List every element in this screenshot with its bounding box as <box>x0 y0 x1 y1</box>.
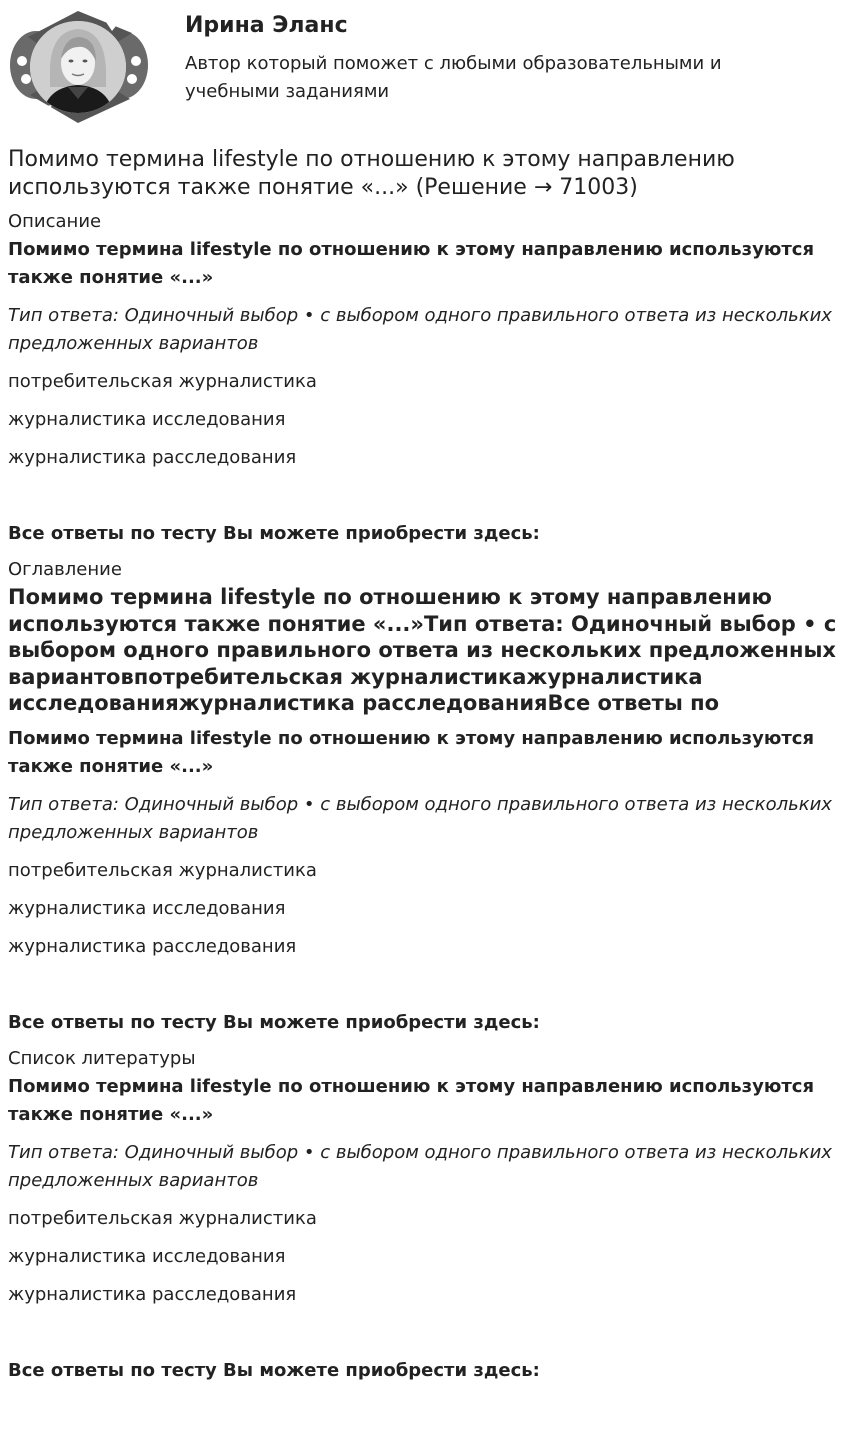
answer-option: потребительская журналистика <box>8 859 317 881</box>
answer-option: журналистика исследования <box>8 409 286 430</box>
answer-option: потребительская журналистика <box>8 1207 317 1229</box>
answer-option: потребительская журналистика <box>8 371 317 392</box>
toc-heading: Помимо термина lifestyle по отношению к этому направлению используются также понятие «...»Тип ответа: Одиночный выбор • с выбором одного правильного ответа из нескольких предложенных вариантовпотребительская журналистикажурналистика исследованияжурналистика расследованияВсе ответы по <box>8 585 837 715</box>
question-text: Помимо термина lifestyle по отношению к этому направлению используются также понятие «...» <box>8 727 815 777</box>
section-label-toc: Оглавление <box>8 559 122 580</box>
toc-section <box>8 558 840 1037</box>
answer-type: Тип ответа: Одиночный выбор • с выбором одного правильного ответа из нескольких предложенных вариантов <box>8 793 832 843</box>
answer-type: Тип ответа: Одиночный выбор • с выбором одного правильного ответа из нескольких предложенных вариантов <box>8 1141 832 1191</box>
author-header <box>0 0 847 130</box>
answer-option: журналистика расследования <box>8 1283 297 1305</box>
buy-answers-text: Все ответы по тесту Вы можете приобрести здесь: <box>8 1359 540 1381</box>
author-avatar <box>8 7 150 125</box>
answer-option: журналистика расследования <box>8 935 297 957</box>
buy-answers-text: Все ответы по тесту Вы можете приобрести здесь: <box>8 523 540 544</box>
answer-type: Тип ответа: Одиночный выбор • с выбором одного правильного ответа из нескольких предложенных вариантов <box>8 305 832 354</box>
author-name: Ирина Эланс <box>185 13 348 38</box>
main-content <box>8 146 840 1395</box>
description-section <box>8 210 840 548</box>
answer-option: журналистика исследования <box>8 897 286 919</box>
answer-option: журналистика исследования <box>8 1245 286 1267</box>
author-bio: Автор который поможет с любыми образовательными и учебными заданиями <box>185 53 722 102</box>
answer-option: журналистика расследования <box>8 447 297 468</box>
section-label-description: Описание <box>8 211 102 232</box>
section-label-bibliography: Список литературы <box>8 1047 196 1069</box>
bibliography-section <box>8 1047 840 1385</box>
page-title: Помимо термина lifestyle по отношению к этому направлению используются также понятие «...» (Решение → 71003) <box>8 147 735 200</box>
question-text: Помимо термина lifestyle по отношению к этому направлению используются также понятие «...» <box>8 239 815 288</box>
question-text: Помимо термина lifestyle по отношению к этому направлению используются также понятие «...» <box>8 1075 815 1125</box>
buy-answers-text: Все ответы по тесту Вы можете приобрести здесь: <box>8 1011 540 1033</box>
